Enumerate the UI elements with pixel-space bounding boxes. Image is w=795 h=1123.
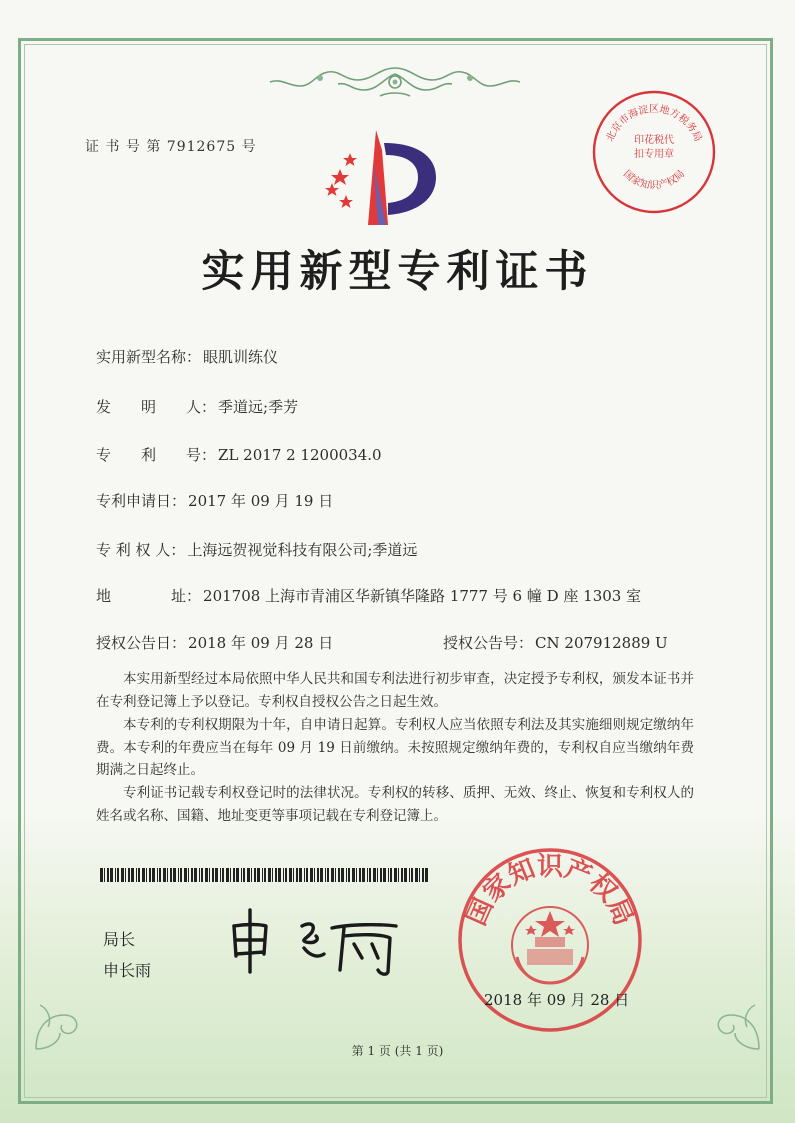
body-paragraph: 本专利的专利权期限为十年，自申请日起算。专利权人应当依照专利法及其实施细则规定缴纳年费。本专利的年费应当在每年 09 月 19 日前缴纳。未按照规定缴纳年费的，专利权自应当缴纳年费期满之日起终止。 (96, 717, 694, 778)
tax-stamp-center-text: 印花税代扣专用章 (634, 135, 674, 160)
field-label: 授权公告号 (443, 634, 519, 652)
field-value: 上海远贺视觉科技有限公司;季道远 (187, 541, 418, 559)
field-value: ZL 2017 2 1200034.0 (218, 446, 382, 464)
barcode-icon (100, 868, 428, 882)
page-title: 实用新型专利证书 (201, 247, 594, 297)
field-inventors: 发 明 人： 季道远;季芳 (96, 398, 299, 416)
field-label: 专利申请日 (96, 492, 172, 510)
body-paragraph: 本实用新型经过本局依照中华人民共和国专利法进行初步审查，决定授予专利权，颁发本证书并在专利登记簿上予以登记。专利权自授权公告之日起生效。 (96, 671, 694, 710)
field-grant-date: 授权公告日： 2018 年 09 月 28 日 (96, 634, 334, 652)
field-label: 专 利 权 人 (96, 541, 171, 559)
field-label: 授权公告日 (96, 634, 172, 652)
tax-office-stamp-icon (590, 88, 718, 216)
seal-ring-text: 国家知识产权局 (461, 852, 639, 931)
field-value: 201708 上海市青浦区华新镇华隆路 1777 号 6 幢 D 座 1303 室 (203, 587, 642, 605)
field-filing-date: 专利申请日： 2017 年 09 月 19 日 (96, 492, 334, 510)
field-address: 地 址： 201708 上海市青浦区华新镇华隆路 1777 号 6 幢 D 座 1303 室 (96, 587, 642, 605)
field-patent-number: 专 利 号： ZL 2017 2 1200034.0 (96, 446, 382, 464)
director-title: 局长 (103, 930, 136, 949)
seal-date: 2018 年 09 月 28 日 (484, 991, 630, 1009)
field-label: 实用新型名称 (96, 348, 187, 366)
field-label: 地 址 (96, 587, 187, 605)
field-patentee: 专 利 权 人： 上海远贺视觉科技有限公司;季道远 (96, 541, 418, 559)
certificate-number: 证 书 号 第 7912675 号 (85, 139, 257, 155)
tax-stamp-bottom-text: 国家知识产权局 (620, 168, 688, 192)
director-signature-icon (220, 896, 430, 976)
field-label: 发 明 人 (96, 398, 202, 416)
field-value: 季道远;季芳 (218, 398, 299, 416)
tax-stamp-ring-text: 北京市海淀区地方税务局 (604, 104, 704, 144)
field-value: CN 207912889 U (535, 634, 668, 652)
patent-office-logo-icon (318, 125, 448, 230)
field-label: 专 利 号 (96, 446, 202, 464)
page-number: 第 1 页 (共 1 页) (351, 1044, 444, 1058)
director-name: 申长雨 (103, 961, 152, 980)
top-ornament-icon (260, 60, 530, 104)
field-value: 眼肌训练仪 (203, 348, 279, 366)
field-value: 2018 年 09 月 28 日 (188, 634, 334, 652)
body-paragraph: 专利证书记载专利权登记时的法律状况。专利权的转移、质押、无效、终止、恢复和专利权人的姓名或名称、国籍、地址变更等事项记载在专利登记簿上。 (96, 785, 694, 824)
field-utility-model-name: 实用新型名称： 眼肌训练仪 (96, 348, 279, 366)
field-grant-number: 授权公告号： CN 207912889 U (443, 634, 668, 652)
field-value: 2017 年 09 月 19 日 (188, 492, 334, 510)
